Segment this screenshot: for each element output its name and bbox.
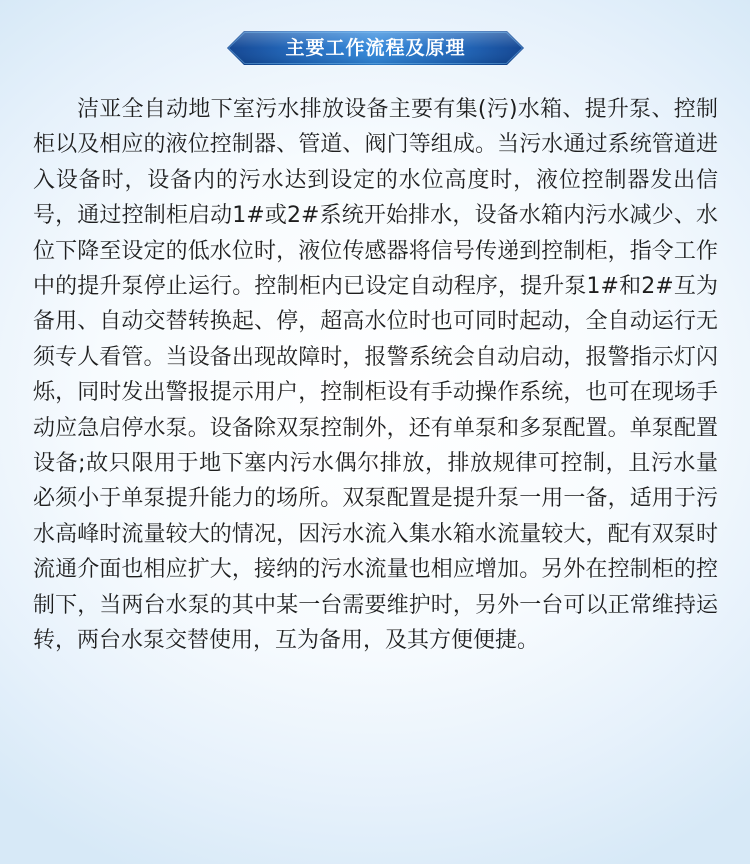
page-title: 主要工作流程及原理 xyxy=(285,37,466,59)
title-banner xyxy=(227,31,524,65)
description-paragraph: 洁亚全自动地下室污水排放设备主要有集(污)水箱、提升泵、控制柜以及相应的液位控制器、管道、阀门等组成。当污水通过系统管道进入设备时，设备内的污水达到设定的水位高度时，液位控制器发出信号，通过控制柜启动1#或2#系统开始排水，设备水箱内污水减少、水位下降至设定的低水位时，液位传感器将信号传递到控制柜，指令工作中的提升泵停止运行。控制柜内已设定自动程序，提升泵1#和2#互为备用、自动交替转换起、停，超高水位时也可同时起动，全自动运行无须专人看管。当设备出现故障时，报警系统会自动启动，报警指示灯闪烁，同时发出警报提示用户，控制柜设有手动操作系统，也可在现场手动应急启停水泵。设备除双泵控制外，还有单泵和多泵配置。单泵配置设备;故只限用于地下塞内污水偶尔排放，排放规律可控制，且污水量必须小于单泵提升能力的场所。双泵配置是提升泵一用一备，适用于污水高峰时流量较大的情况，因污水流入集水箱水流量较大，配有双泵时流通介面也相应扩大，接纳的污水流量也相应增加。另外在控制柜的控制下，当两台水泵的其中某一台需要维护时，另外一台可以正常维持运转，两台水泵交替使用，互为备用，及其方便便捷。 xyxy=(33,97,718,654)
